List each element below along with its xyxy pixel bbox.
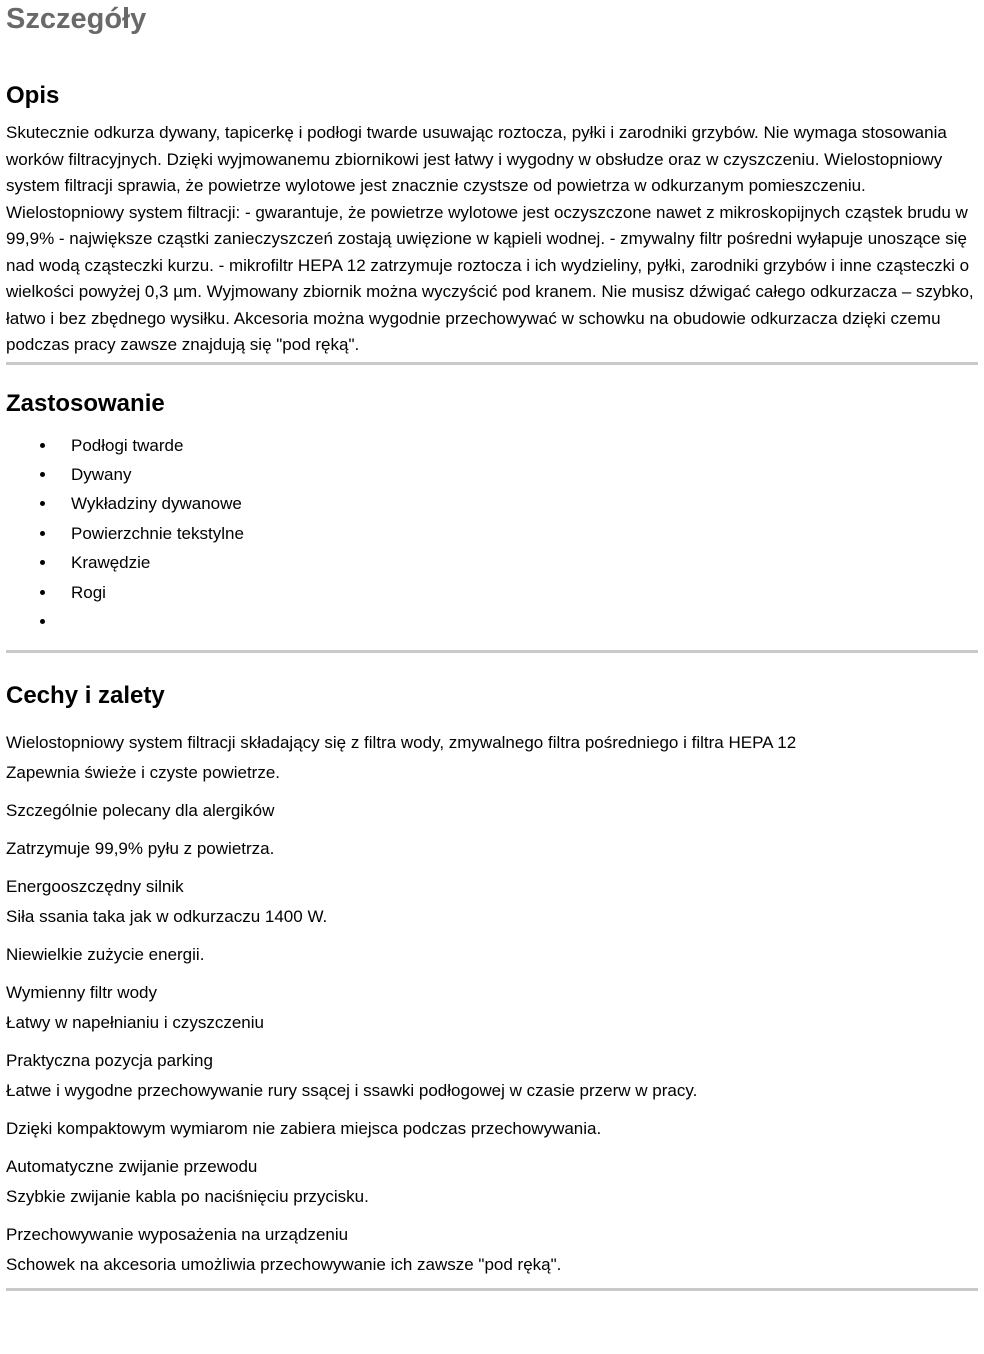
feature-title: Wielostopniowy system filtracji składający się z filtra wody, zmywalnego filtra pośredniego i filtra HEPA 12 — [6, 733, 797, 753]
feature-item — [6, 1114, 978, 1144]
bullet-icon — [40, 531, 45, 536]
features-list — [6, 728, 978, 1280]
feature-benefit: Łatwy w napełnianiu i czyszczeniu — [6, 1013, 264, 1033]
features-heading: Cechy i zalety — [6, 682, 165, 710]
feature-benefit: Szybkie zwijanie kabla po naciśnięciu przycisku. — [6, 1187, 369, 1207]
bottom-divider — [6, 1288, 978, 1291]
section-description — [6, 82, 978, 359]
feature-item — [6, 834, 978, 864]
feature-benefit: Łatwe i wygodne przechowywanie rury ssącej i ssawki podłogowej w czasie przerw w pracy. — [6, 1081, 698, 1101]
feature-title: Szczególnie polecany dla alergików — [6, 801, 275, 821]
feature-benefit: Zapewnia świeże i czyste powietrze. — [6, 763, 281, 783]
feature-title: Praktyczna pozycja parking — [6, 1051, 213, 1071]
section-divider — [6, 362, 978, 365]
list-item-label: Krawędzie — [71, 553, 151, 573]
list-item — [71, 489, 978, 518]
feature-title: Wymienny filtr wody — [6, 983, 157, 1003]
feature-title: Przechowywanie wyposażenia na urządzeniu — [6, 1225, 349, 1245]
applications-heading: Zastosowanie — [6, 389, 165, 417]
section-divider — [6, 650, 978, 653]
section-applications — [6, 390, 978, 637]
feature-benefit: Siła ssania taka jak w odkurzaczu 1400 W. — [6, 907, 328, 927]
list-item-label: Wykładziny dywanowe — [71, 494, 242, 514]
list-item-label: Dywany — [71, 464, 132, 484]
feature-title: Niewielkie zużycie energii. — [6, 945, 205, 965]
list-item-label: Podłogi twarde — [71, 435, 184, 455]
feature-item — [6, 728, 978, 788]
list-item — [71, 548, 978, 577]
list-item-empty — [71, 607, 978, 636]
feature-benefit: Schowek na akcesoria umożliwia przechowywanie ich zawsze "pod ręką". — [6, 1255, 562, 1275]
list-item — [71, 578, 978, 607]
list-item-label: Powierzchnie tekstylne — [71, 523, 244, 543]
bullet-icon — [40, 590, 45, 595]
list-item-label: Rogi — [71, 582, 106, 602]
feature-title: Automatyczne zwijanie przewodu — [6, 1157, 258, 1177]
list-item — [71, 460, 978, 489]
page-title: Szczegóły — [6, 3, 147, 35]
feature-title: Zatrzymuje 99,9% pyłu z powietrza. — [6, 839, 275, 859]
bullet-icon — [40, 501, 45, 506]
feature-item — [6, 872, 978, 932]
feature-item — [6, 1152, 978, 1212]
feature-item — [6, 978, 978, 1038]
feature-item — [6, 796, 978, 826]
feature-item — [6, 940, 978, 970]
description-heading: Opis — [6, 82, 60, 109]
section-features — [6, 682, 978, 1280]
feature-item — [6, 1220, 978, 1280]
bullet-icon — [40, 560, 45, 565]
list-item — [71, 431, 978, 460]
list-item — [71, 519, 978, 548]
description-paragraph: Skutecznie odkurza dywany, tapicerkę i podłogi twarde usuwając roztocza, pyłki i zarodniki grzybów. Nie wymaga stosowania worków filtracyjnych. Dzięki wyjmowanemu zbiornikowi jest łatwy i wygodny w obsłudze oraz w czyszczeniu. Wielostopniowy system filtracji sprawia, że powietrze wylotowe jest znacznie czystsze od powietrza w odkurzanym pomieszczeniu. Wielostopniowy system filtracji: - gwarantuje, że powietrze wylotowe jest oczyszczone nawet z mikroskopijnych cząstek brudu w 99,9% - największe cząstki zanieczyszczeń zostają uwięzione w kąpieli wodnej. - zmywalny filtr pośredni wyłapuje unoszące się nad wodą cząsteczki kurzu. - mikrofiltr HEPA 12 zatrzymuje roztocza i ich wydzieliny, pyłki, zarodniki grzybów i inne cząsteczki o wielkości powyżej 0,3 µm. Wyjmowany zbiornik można wyczyścić pod kranem. Nie musisz dźwigać całego odkurzacza – szybko, łatwo i bez zbędnego wysiłku. Akcesoria można wygodnie przechowywać w schowku na obudowie odkurzacza dzięki czemu podczas pracy zawsze znajdują się "pod ręką". — [6, 123, 974, 354]
feature-title: Energooszczędny silnik — [6, 877, 184, 897]
bullet-icon — [40, 472, 45, 477]
bullet-icon — [40, 443, 45, 448]
feature-title: Dzięki kompaktowym wymiarom nie zabiera miejsca podczas przechowywania. — [6, 1119, 602, 1139]
applications-list — [6, 431, 978, 637]
bullet-icon — [40, 619, 45, 624]
feature-item — [6, 1046, 978, 1106]
